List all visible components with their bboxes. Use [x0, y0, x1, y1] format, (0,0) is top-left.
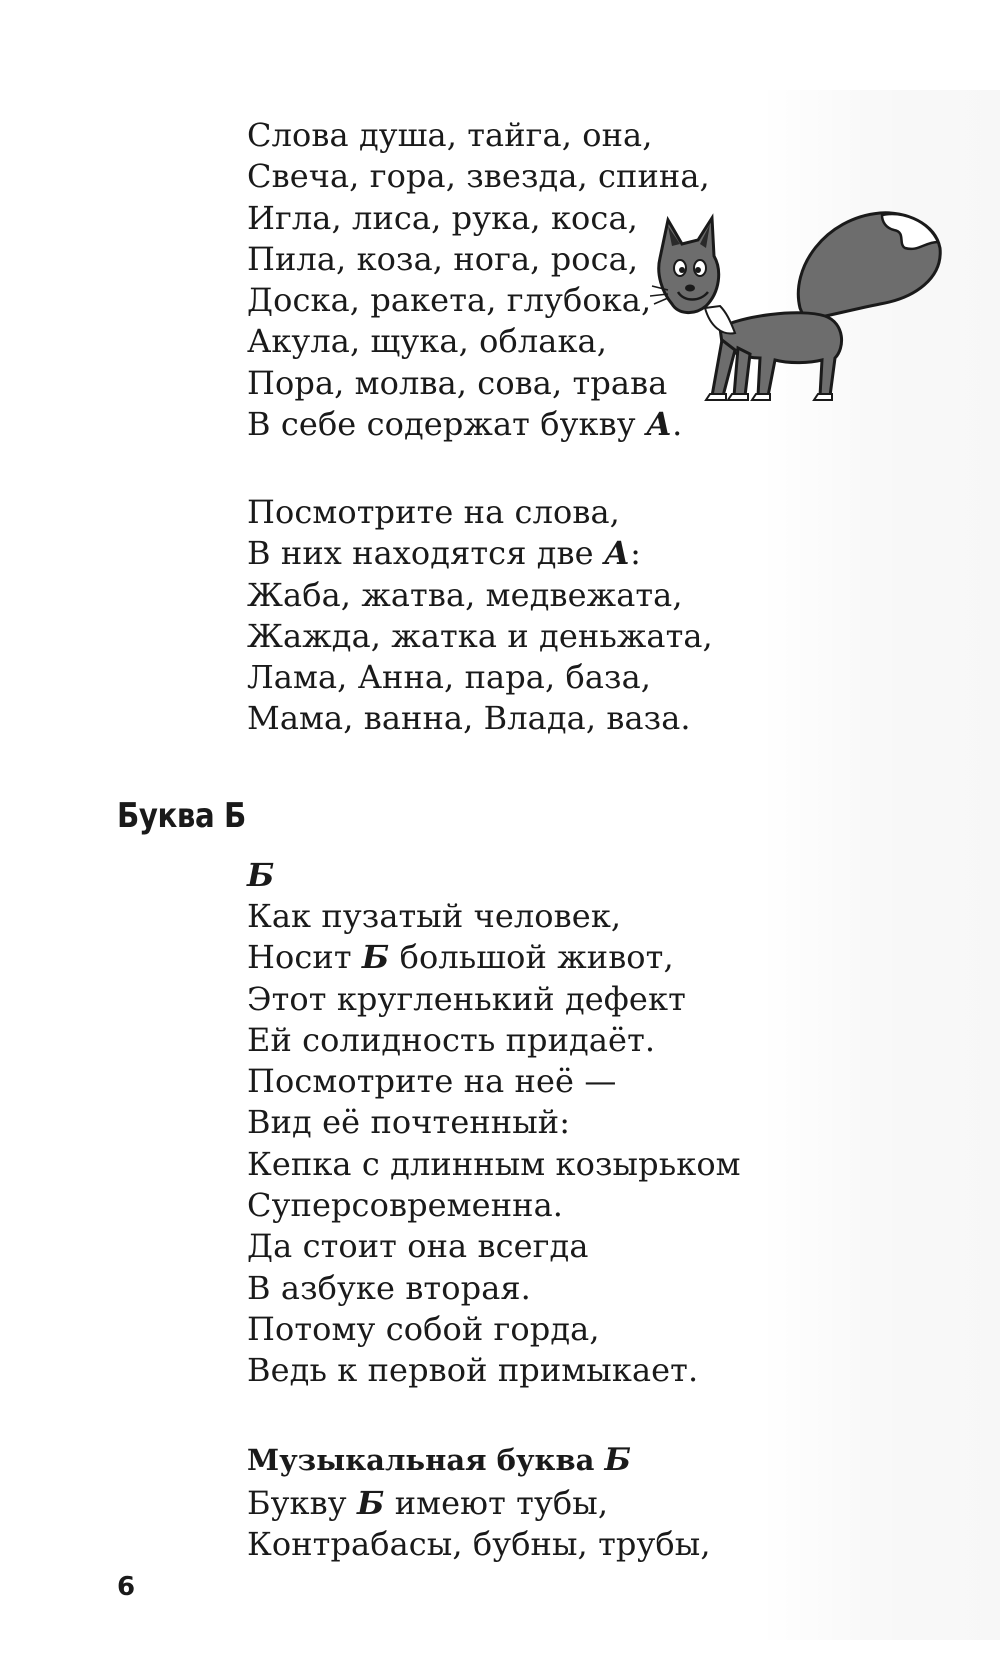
verse-line: Контрабасы, бубны, трубы, [247, 1525, 711, 1564]
fox-chest [705, 306, 735, 334]
section-heading: Буква Б [117, 796, 246, 836]
fox-whiskers [650, 286, 668, 304]
verse-text: В них находятся две [247, 534, 604, 573]
verse-line: Пила, коза, нога, роса, [247, 239, 639, 278]
verse-line: Кепка с длинным козырьком [247, 1144, 741, 1183]
stanza-2 [247, 492, 713, 740]
fox-tail [798, 213, 940, 320]
verse-text: . [672, 405, 683, 444]
verse-text: имеют тубы, [384, 1484, 609, 1522]
emphasized-letter: Б [361, 938, 390, 977]
verse-text: : [630, 534, 642, 573]
fox-illustration [650, 208, 960, 408]
verse-text: Носит [247, 938, 362, 977]
verse-line: Вид её почтенный: [247, 1103, 571, 1142]
verse-line: Слова душа, тайга, она, [247, 116, 653, 154]
fox-head [650, 218, 719, 313]
verse-line: Жажда, жатка и деньжата, [247, 616, 713, 655]
verse-line: Ведь к первой примыкает. [247, 1351, 699, 1390]
page-number: 6 [117, 1572, 136, 1602]
verse-line: В азбуке вторая. [247, 1268, 531, 1307]
fox-pupil [695, 267, 701, 273]
verse-line: Потому собой горда, [247, 1309, 600, 1348]
verse-line: Мама, ванна, Влада, ваза. [247, 699, 691, 738]
poem-1 [247, 896, 741, 1392]
fox-nose [685, 285, 695, 292]
fox-front-leg-2 [734, 348, 750, 396]
verse-line: Игла, лиса, рука, коса, [247, 198, 638, 237]
fox-body [705, 306, 842, 400]
emphasized-letter: Б [356, 1484, 385, 1522]
verse-line: Этот кругленький дефект [247, 979, 686, 1018]
fox-paw [752, 394, 770, 400]
verse-line: Свеча, гора, звезда, спина, [247, 157, 710, 196]
verse-text: В себе содержат букву [247, 405, 646, 444]
verse-text: большой живот, [389, 938, 674, 977]
fox-front-leg [712, 340, 735, 396]
poem-2 [247, 1483, 711, 1566]
poem-title-text: Музыкальная буква [247, 1443, 605, 1477]
verse-line: Да стоит она всегда [247, 1227, 589, 1266]
fox-pupil [679, 267, 685, 273]
verse-line [247, 404, 710, 445]
emphasized-letter: Б [604, 1442, 632, 1478]
verse-line [247, 533, 713, 574]
verse-line: Как пузатый человек, [247, 897, 622, 935]
verse-line: Суперсовременна. [247, 1186, 564, 1225]
verse-line: Ей солидность придаёт. [247, 1020, 656, 1059]
stanza-1 [247, 115, 710, 445]
verse-line: Посмотрите на неё — [247, 1062, 617, 1101]
fox-paw [728, 394, 748, 400]
verse-line: Лама, Анна, пара, база, [247, 658, 652, 697]
verse-line: Жаба, жатва, медвежата, [247, 575, 683, 614]
verse-line: Пора, молва, сова, трава [247, 363, 668, 402]
verse-line: Посмотрите на слова, [247, 493, 620, 531]
verse-line: Акула, щука, облака, [247, 322, 607, 361]
verse-line [247, 937, 741, 978]
verse-text: Букву [247, 1484, 357, 1522]
poem-title: Б [247, 856, 275, 894]
verse-line: Доска, ракета, глубока, [247, 281, 652, 320]
emphasized-letter: А [645, 405, 673, 444]
fox-paw [814, 394, 832, 400]
poem-title [247, 1440, 631, 1481]
verse-line [247, 1483, 711, 1524]
emphasized-letter: А [603, 534, 631, 573]
fox-paw [706, 394, 726, 400]
